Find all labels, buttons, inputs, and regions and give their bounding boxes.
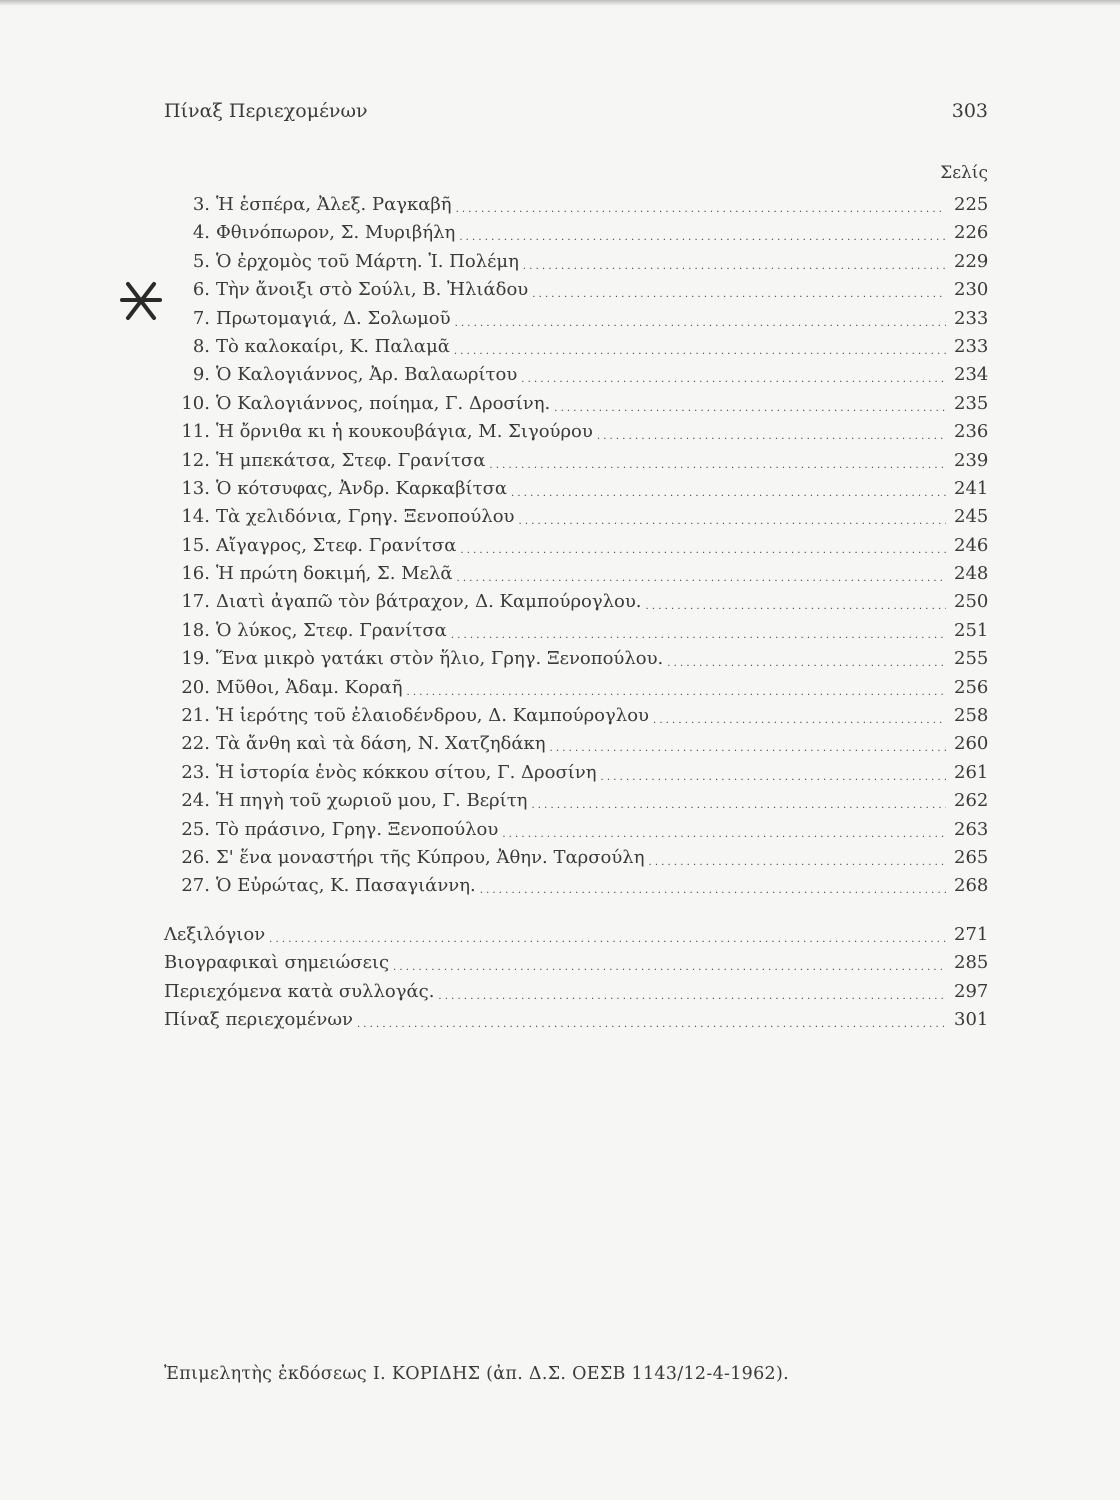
- toc-entry-title: Περιεχόμενα κατὰ συλλογάς.: [164, 980, 435, 1002]
- dot-leader: [357, 1011, 946, 1029]
- page-top-edge: [0, 0, 1120, 6]
- toc-entry-title: Σ' ἕνα μοναστήρι τῆς Κύπρου, Ἀθην. Ταρσούλη: [216, 846, 645, 868]
- toc-entry: [164, 450, 988, 478]
- toc-entry-page: 229: [954, 250, 989, 272]
- toc-entry-number: 11.: [181, 421, 210, 443]
- toc-entry: [164, 762, 988, 790]
- toc-entry-title: Ὁ Εὐρώτας, Κ. Πασαγιάννη.: [216, 875, 476, 897]
- toc-entry-page: 248: [954, 563, 989, 585]
- toc-entry: [164, 364, 988, 392]
- toc-entry-page: 236: [954, 421, 989, 443]
- dot-leader: [667, 650, 946, 668]
- toc-entry-title: Πρωτομαγιά, Δ. Σολωμοῦ: [216, 307, 451, 329]
- toc-entry-number: 6.: [192, 279, 210, 301]
- dot-leader: [521, 366, 946, 384]
- toc-entry-page: 233: [954, 335, 989, 357]
- toc-entry-number: 7.: [192, 307, 210, 329]
- toc-entry-number: 27.: [181, 875, 210, 897]
- dot-leader: [653, 707, 946, 725]
- toc-entry: [164, 506, 988, 534]
- dot-leader: [523, 253, 946, 271]
- toc-entry: [164, 847, 988, 875]
- toc-entry-title: Ὁ ἐρχομὸς τοῦ Μάρτη. Ἰ. Πολέμη: [216, 250, 519, 272]
- toc-entry-number: 17.: [181, 591, 210, 613]
- toc-entry-number: 21.: [181, 705, 210, 727]
- toc-entry-number: 24.: [181, 790, 210, 812]
- toc-entry-title: Ὁ Καλογιάννος, ποίημα, Γ. Δροσίνη.: [216, 392, 551, 414]
- toc-entry-number: 18.: [181, 619, 210, 641]
- toc-entry: [164, 535, 988, 563]
- toc-entry: [164, 308, 988, 336]
- toc-entry-number: 13.: [181, 477, 210, 499]
- dot-leader: [480, 877, 946, 895]
- toc-entry-title: Ὁ κότσυφας, Ἀνδρ. Καρκαβίτσα: [216, 477, 508, 499]
- dot-leader: [454, 338, 946, 356]
- toc-entry-title: Ἕνα μικρὸ γατάκι στὸν ἥλιο, Γρηγ. Ξενοπούλου.: [216, 648, 664, 670]
- dot-leader: [456, 196, 946, 214]
- back-matter-entry: [164, 1009, 988, 1037]
- toc-entry-title: Φθινόπωρον, Σ. Μυριβήλη: [216, 222, 456, 244]
- toc-entry-page: 285: [954, 952, 989, 974]
- toc-entry-page: 261: [954, 761, 989, 783]
- dot-leader: [393, 954, 946, 972]
- dot-leader: [554, 395, 946, 413]
- toc-entry-title: Πίναξ περιεχομένων: [164, 1008, 353, 1030]
- toc-entry-number: 3.: [192, 194, 210, 215]
- publication-footer: Ἐπιμελητὴς ἐκδόσεως Ι. ΚΟΡΙΔΗΣ (ἀπ. Δ.Σ. ΟΕΣΒ 1143/12-4-1962).: [164, 1364, 789, 1384]
- toc-entry: [164, 194, 988, 222]
- toc-entry-page: 234: [954, 364, 989, 386]
- toc-entry-number: 25.: [181, 818, 210, 840]
- toc-entry-number: 15.: [181, 534, 210, 556]
- dot-leader: [451, 622, 946, 640]
- dot-leader: [597, 423, 946, 441]
- dot-leader: [489, 452, 946, 470]
- toc-entry: [164, 620, 988, 648]
- toc-entry-page: 255: [954, 648, 989, 670]
- toc-entry-number: 8.: [192, 335, 210, 357]
- dot-leader: [511, 480, 946, 498]
- toc-entry-page: 268: [954, 875, 989, 897]
- toc-entry-number: 9.: [192, 364, 210, 386]
- dot-leader: [460, 537, 946, 555]
- toc-entry-number: 19.: [181, 648, 210, 670]
- toc-entry-title: Ἡ ἱστορία ἑνὸς κόκκου σίτου, Γ. Δροσίνη: [216, 761, 597, 783]
- toc-entry-page: 258: [954, 705, 989, 727]
- dot-leader: [269, 926, 946, 944]
- dot-leader: [502, 821, 946, 839]
- dot-leader: [518, 508, 946, 526]
- toc-entry-title: Μῦθοι, Ἀδαμ. Κοραῆ: [216, 676, 403, 698]
- toc-entry-page: 263: [954, 818, 989, 840]
- toc-entry-title: Τὰ χελιδόνια, Γρηγ. Ξενοπούλου: [216, 506, 515, 528]
- toc-entry-number: 12.: [181, 449, 210, 471]
- toc-entry-number: 20.: [181, 676, 210, 698]
- toc-entry-page: 265: [954, 846, 989, 868]
- back-matter-entry: [164, 952, 988, 980]
- toc-entry-number: 16.: [181, 563, 210, 585]
- toc-entry-page: 230: [954, 279, 989, 301]
- toc-entry-number: 5.: [192, 250, 210, 272]
- running-head-title: Πίναξ Περιεχομένων: [164, 100, 368, 122]
- toc-entry-page: 260: [954, 733, 989, 755]
- page-column-heading: Σελίς: [940, 163, 988, 183]
- section-gap: [164, 904, 988, 924]
- toc-entry-title: Ἡ ἱερότης τοῦ ἐλαιοδένδρου, Δ. Καμπούρογλου: [216, 705, 649, 727]
- toc-entry-number: 14.: [181, 506, 210, 528]
- toc-entry-number: 22.: [181, 733, 210, 755]
- toc-entry-page: 225: [954, 194, 989, 215]
- toc-entry-page: 241: [954, 477, 989, 499]
- toc-entry-page: 246: [954, 534, 989, 556]
- toc-entry-title: Αἴγαγρος, Στεφ. Γρανίτσα: [216, 534, 457, 556]
- toc-entry-page: 256: [954, 676, 989, 698]
- toc-entry-title: Ἡ πρώτη δοκιμή, Σ. Μελᾶ: [216, 563, 453, 585]
- toc-entry: [164, 648, 988, 676]
- toc-entry-title: Βιογραφικαὶ σημειώσεις: [164, 952, 390, 974]
- toc-entry: [164, 591, 988, 619]
- toc-entry: [164, 279, 988, 307]
- toc-entry: [164, 251, 988, 279]
- toc-entry-page: 245: [954, 506, 989, 528]
- toc-entry-page: 251: [954, 619, 989, 641]
- toc-entry-page: 239: [954, 449, 989, 471]
- toc-entry: [164, 336, 988, 364]
- dot-leader: [457, 565, 946, 583]
- toc-entry-page: 301: [954, 1008, 989, 1030]
- dot-leader: [459, 224, 946, 242]
- toc-entry: [164, 790, 988, 818]
- dot-leader: [407, 679, 947, 697]
- toc-entry: [164, 705, 988, 733]
- page-number: 303: [951, 100, 988, 122]
- toc-entry: [164, 677, 988, 705]
- running-head: [164, 100, 988, 126]
- dot-leader: [455, 310, 946, 328]
- toc-entry-title: Τὸ καλοκαίρι, Κ. Παλαμᾶ: [216, 335, 450, 357]
- toc-entry-number: 23.: [181, 761, 210, 783]
- dot-leader: [646, 593, 946, 611]
- toc-entry-title: Τὰ ἄνθη καὶ τὰ δάση, Ν. Χατζηδάκη: [216, 733, 546, 755]
- toc-entry: [164, 393, 988, 421]
- toc-entry-title: Ὁ λύκος, Στεφ. Γρανίτσα: [216, 619, 447, 641]
- toc-entry-number: 10.: [181, 392, 210, 414]
- toc-entry-page: 226: [954, 222, 989, 244]
- back-matter-entry: [164, 924, 988, 952]
- dot-leader: [438, 983, 946, 1001]
- toc-entry: [164, 222, 988, 250]
- dot-leader: [531, 792, 946, 810]
- toc-entry-title: Ἡ μπεκάτσα, Στεφ. Γρανίτσα: [216, 449, 486, 471]
- toc-entry-page: 262: [954, 790, 989, 812]
- toc-entry-page: 297: [954, 980, 989, 1002]
- toc-entry-page: 271: [954, 923, 989, 945]
- toc-entry-title: Τὸ πράσινο, Γρηγ. Ξενοπούλου: [216, 818, 499, 840]
- toc-entry-title: Ὁ Καλογιάννος, Ἀρ. Βαλαωρίτου: [216, 364, 518, 386]
- table-of-contents: [164, 194, 988, 1037]
- toc-entry-title: Διατὶ ἀγαπῶ τὸν βάτραχον, Δ. Καμπούρογλου.: [216, 591, 642, 613]
- toc-entry: [164, 875, 988, 903]
- toc-entry-page: 233: [954, 307, 989, 329]
- toc-entry-title: Λεξιλόγιον: [164, 923, 266, 945]
- toc-entry-number: 26.: [181, 846, 210, 868]
- toc-entry: [164, 563, 988, 591]
- toc-entry-page: 250: [954, 591, 989, 613]
- toc-entry: [164, 819, 988, 847]
- toc-entry-title: Τὴν ἄνοιξι στὸ Σούλι, Β. Ἠλιάδου: [216, 279, 529, 301]
- back-matter-entry: [164, 981, 988, 1009]
- toc-entry-number: 4.: [192, 222, 210, 244]
- toc-entry: [164, 478, 988, 506]
- toc-entry-title: Ἡ ὄρνιθα κι ἡ κουκουβάγια, Μ. Σιγούρου: [216, 421, 593, 443]
- toc-entry-title: Ἡ ἑσπέρα, Ἀλεξ. Ραγκαβῆ: [216, 194, 452, 215]
- toc-entry-page: 235: [954, 392, 989, 414]
- dot-leader: [532, 281, 946, 299]
- asterisk-mark-icon: [114, 278, 168, 332]
- dot-leader: [648, 849, 946, 867]
- dot-leader: [601, 764, 946, 782]
- toc-entry: [164, 421, 988, 449]
- dot-leader: [550, 735, 946, 753]
- toc-entry: [164, 733, 988, 761]
- toc-entry-title: Ἡ πηγὴ τοῦ χωριοῦ μου, Γ. Βερίτη: [216, 790, 528, 812]
